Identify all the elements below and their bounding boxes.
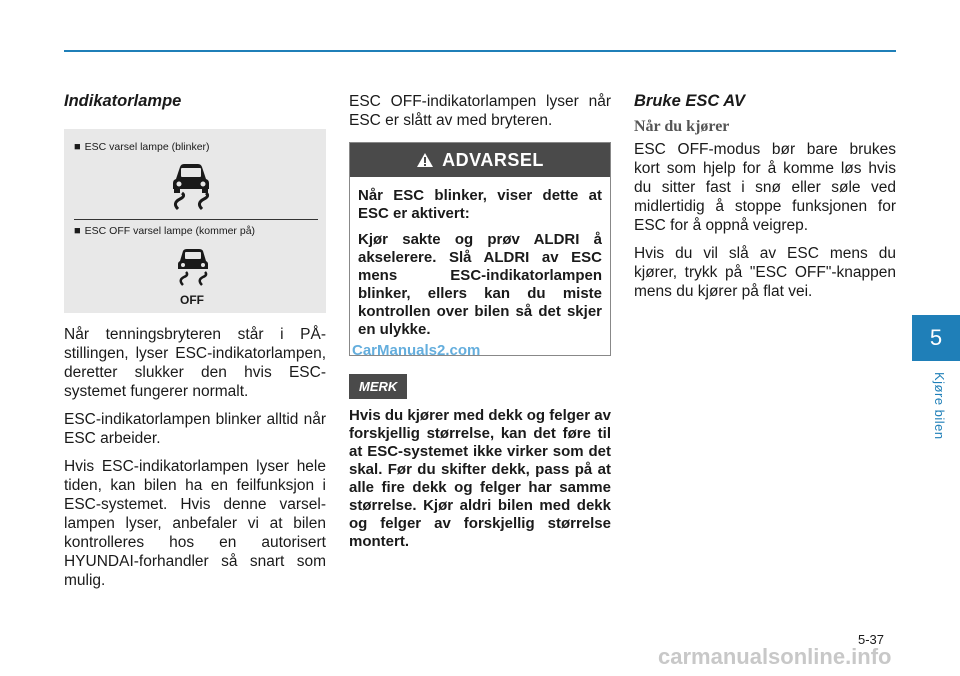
square-bullet-icon: ■ <box>74 225 81 237</box>
off-label: OFF <box>180 293 204 307</box>
warning-body <box>350 177 610 355</box>
note-label: MERK <box>349 374 407 399</box>
paragraph: ESC OFF-indikatorlampen lyser når ESC er slått av med bryteren. <box>349 93 611 129</box>
section-heading-esc-off: Bruke ESC AV <box>634 92 745 110</box>
footer-watermark: carmanualsonline.info <box>658 644 892 669</box>
chapter-title: Kjøre bilen <box>932 372 947 440</box>
figure-caption-esc-off: ■ ESC OFF varsel lampe (kommer på) <box>74 225 256 237</box>
paragraph: ESC-indikatorlampen blinker alltid når ESC arbeider. <box>64 411 326 447</box>
note-text: Hvis du kjører med dekk og felger av forskjellig størrelse, kan det føre til at ESC-systemet ikke virker som det skal. Før du skifter dekk, pass på at alle fire dekk og felger har samme størrelse. Kjør aldri bilen med dekk og felger av forskjellig størrelse montert. <box>349 407 611 550</box>
warning-header <box>350 143 610 177</box>
esc-off-icon <box>174 245 212 294</box>
warning-title: ADVARSEL <box>442 149 544 170</box>
column-1 <box>64 92 326 599</box>
page-number: 5-37 <box>858 632 885 647</box>
warning-paragraph: Kjør sakte og prøv ALDRI å akselerere. Slå ALDRI av ESC mens ESC-indikatorlampen blinker, ellers kan du miste kontrollen over bilen så det skjer en ulykke. <box>358 231 602 338</box>
warning-box <box>349 142 611 356</box>
warning-paragraph: Når ESC blinker, viser dette at ESC er aktivert: <box>358 187 602 222</box>
esc-warning-icon <box>168 159 214 216</box>
column-2 <box>349 92 611 560</box>
figure-divider <box>74 219 318 220</box>
figure-caption-esc: ■ ESC varsel lampe (blinker) <box>74 141 210 153</box>
square-bullet-icon: ■ <box>74 141 81 153</box>
paragraph: Hvis du vil slå av ESC mens du kjører, trykk på "ESC OFF"-knappen mens du kjører på flat vei. <box>634 245 896 300</box>
top-rule <box>64 50 896 52</box>
paragraph: ESC OFF-modus bør bare brukes kort som hjelp for å komme løs hvis du sitter fast i snø eller søle ved midlertidig å stoppe funksjonen for ESC for å oppnå veigrep. <box>634 141 896 234</box>
column-3 <box>634 92 896 310</box>
section-heading-indicator: Indikatorlampe <box>64 92 182 110</box>
paragraph: Når tenningsbryteren står i PÅ-stillingen, lyser ESC-indikatorlampen, deretter slukker den hvis ESC-systemet fungerer normalt. <box>64 326 326 400</box>
paragraph: Hvis ESC-indikatorlampen lyser hele tiden, kan bilen ha en feilfunksjon i ESC-systemet. Hvis denne varsel-lampen lyser, anbefaler vi at bilen kontrolleres hos en autorisert HYUNDAI-forhandler så snart som mulig. <box>64 458 326 589</box>
indicator-figure <box>64 129 326 313</box>
watermark-link[interactable]: CarManuals2.com <box>352 342 481 359</box>
subheading-driving: Når du kjører <box>634 118 730 135</box>
warning-triangle-icon <box>416 152 434 168</box>
chapter-number-tab: 5 <box>912 315 960 361</box>
